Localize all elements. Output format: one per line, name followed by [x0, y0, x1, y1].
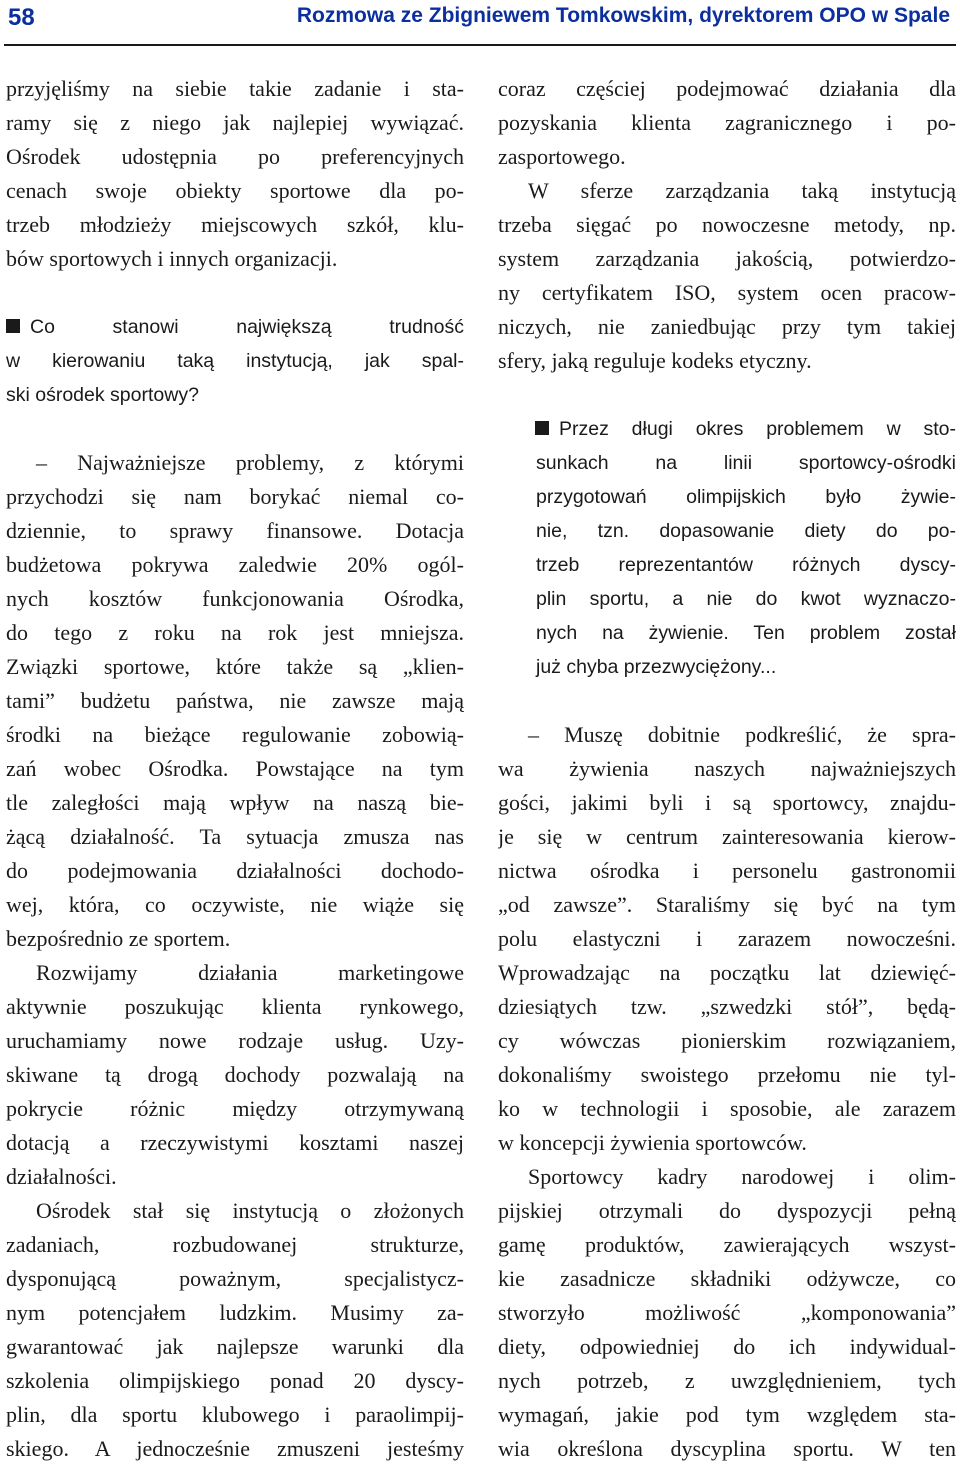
text-line: skiwane tą drogą dochody pozwalają na — [6, 1062, 464, 1087]
left-column — [6, 72, 464, 1468]
question-line: nych na żywienie. Ten problem został — [536, 622, 956, 644]
text-line: aktywnie poszukując klienta rynkowego, — [6, 994, 464, 1019]
interview-question — [6, 310, 464, 412]
header-rule — [4, 44, 956, 46]
text-line: Ośrodek stał się instytucją o złożonych — [36, 1198, 464, 1223]
question-line: sunkach na linii sportowcy-ośrodki — [536, 452, 956, 474]
text-line: coraz częściej podejmować działania dla — [498, 76, 956, 101]
text-line: dziesiątych tzw. „szwedzki stół”, będą- — [498, 994, 956, 1019]
text-line: Rozwijamy działania marketingowe — [36, 960, 464, 985]
text-line: zasportowego. — [498, 144, 626, 169]
text-line: Ośrodek udostępnia po preferencyjnych — [6, 144, 464, 169]
text-line: przychodzi się nam borykać niemal co- — [6, 484, 464, 509]
text-line: gwarantować jak najlepsze warunki dla — [6, 1334, 464, 1359]
text-line: trzeba sięgać po nowoczesne metody, np. — [498, 212, 956, 237]
text-line: nictwa ośrodka i personelu gastronomii — [498, 858, 956, 883]
question-line: przygotowań olimpijskich było żywie- — [536, 486, 956, 508]
text-line: działalności. — [6, 1164, 117, 1189]
paragraph — [6, 956, 464, 1194]
text-line: pokrycie różnic między otrzymywaną — [6, 1096, 464, 1121]
paragraph — [6, 446, 464, 956]
text-line: ny certyfikatem ISO, system ocen pracow- — [498, 280, 956, 305]
paragraph — [6, 72, 464, 276]
question-line: w kierowaniu taką instytucją, jak spal- — [6, 350, 464, 372]
text-line: żącą działalność. Ta sytuacja zmusza nas — [6, 824, 464, 849]
text-line: – Muszę dobitnie podkreślić, że spra- — [528, 722, 956, 747]
text-line: wia określona dyscyplina sportu. W ten — [498, 1436, 956, 1461]
text-line: niczych, nie zaniedbując przy tym takiej — [498, 314, 956, 339]
text-line: kie zasadnicze składniki odżywcze, co — [498, 1266, 956, 1291]
paragraph — [498, 72, 956, 174]
text-line: środki na bieżące regulowanie zobowią- — [6, 722, 464, 747]
text-line: sfery, jaką reguluje kodeks etyczny. — [498, 348, 812, 373]
text-line: gości, jakimi byli i są sportowcy, znajdu- — [498, 790, 956, 815]
text-line: skiego. A jednocześnie zmuszeni jesteśmy — [6, 1436, 464, 1461]
paragraph — [498, 1160, 956, 1466]
question-line: nie, tzn. dopasowanie diety do po- — [536, 520, 956, 542]
text-line: stworzyło możliwość „komponowania” — [498, 1300, 956, 1325]
text-line: Sportowcy kadry narodowej i olim- — [528, 1164, 956, 1189]
text-line: do podejmowania działalności dochodo- — [6, 858, 464, 883]
text-line: Wprowadzając na początku lat dziewięć- — [498, 960, 956, 985]
text-line: – Najważniejsze problemy, z którymi — [36, 450, 464, 475]
question-line — [6, 310, 464, 344]
paragraph — [6, 1194, 464, 1466]
question-line: ski ośrodek sportowy? — [6, 384, 199, 406]
text-line: wymagań, jakie pod tym względem sta- — [498, 1402, 956, 1427]
text-line: Związki sportowe, które także są „klien- — [6, 654, 464, 679]
question-line: już chyba przezwyciężony... — [536, 656, 777, 678]
text-line: gamę produktów, zawierających wszyst- — [498, 1232, 956, 1257]
text-line: cy wówczas pionierskim rozwiązaniem, — [498, 1028, 956, 1053]
page-number: 58 — [8, 4, 35, 31]
text-line: cenach swoje obiekty sportowe dla po- — [6, 178, 464, 203]
text-line: bezpośrednio ze sportem. — [6, 926, 231, 951]
bullet-square-icon — [535, 421, 549, 435]
text-line: je się w centrum zainteresowania kierow- — [498, 824, 956, 849]
question-text: Co stanowi największą trudność — [30, 316, 464, 338]
bullet-square-icon — [6, 319, 20, 333]
paragraph — [498, 718, 956, 1160]
text-line: diety, odpowiedniej do ich indywidual- — [498, 1334, 956, 1359]
text-line: dotacją a rzeczywistymi kosztami naszej — [6, 1130, 464, 1155]
text-line: dokonaliśmy swoistego przełomu nie tyl- — [498, 1062, 956, 1087]
text-line: W sferze zarządzania taką instytucją — [528, 178, 956, 203]
text-line: budżetowa pokrywa zaledwie 20% ogól- — [6, 552, 464, 577]
text-line: pijskiej otrzymali do dyspozycji pełną — [498, 1198, 956, 1223]
text-line: szkolenia olimpijskiego ponad 20 dyscy- — [6, 1368, 464, 1393]
text-line: „od zawsze”. Staraliśmy się być na tym — [498, 892, 956, 917]
text-line: nym potencjałem ludzkim. Musimy za- — [6, 1300, 464, 1325]
text-line: ko w technologii i sposobie, ale zarazem — [498, 1096, 956, 1121]
question-text: Przez długi okres problemem w sto- — [559, 418, 956, 440]
text-line: uruchamiamy nowe rodzaje usług. Uzy- — [6, 1028, 464, 1053]
text-line: wej, która, co oczywiste, nie wiąże się — [6, 892, 464, 917]
text-line: plin, dla sportu klubowego i paraolimpij- — [6, 1402, 464, 1427]
text-line: bów sportowych i innych organizacji. — [6, 246, 338, 271]
text-line: zadaniach, rozbudowanej strukturze, — [6, 1232, 464, 1257]
text-line: dysponującą poważnym, specjalistycz- — [6, 1266, 464, 1291]
page-header — [0, 0, 960, 44]
text-line: w koncepcji żywienia sportowców. — [498, 1130, 807, 1155]
question-line — [535, 412, 956, 446]
text-line: zań wobec Ośrodka. Powstające na tym — [6, 756, 464, 781]
question-line: plin sportu, a nie do kwot wyznaczo- — [536, 588, 956, 610]
paragraph — [498, 174, 956, 378]
text-line: tami” budżetu państwa, nie zawsze mają — [6, 688, 464, 713]
text-line: wa żywienia naszych najważniejszych — [498, 756, 956, 781]
text-line: tle zaległości mają wpływ na naszą bie- — [6, 790, 464, 815]
interview-question — [498, 412, 956, 684]
text-line: system zarządzania jakością, potwierdzo- — [498, 246, 956, 271]
text-line: dziennie, to sprawy finansowe. Dotacja — [6, 518, 464, 543]
text-line: pozyskania klienta zagranicznego i po- — [498, 110, 956, 135]
text-line: przyjęliśmy na siebie takie zadanie i sta- — [6, 76, 464, 101]
text-line: polu elastyczni i zarazem nowocześni. — [498, 926, 956, 951]
text-line: nych potrzeb, z uwzględnieniem, tych — [498, 1368, 956, 1393]
text-line: do tego z roku na rok jest mniejsza. — [6, 620, 464, 645]
right-column — [498, 72, 956, 1468]
question-line: trzeb reprezentantów różnych dyscy- — [536, 554, 956, 576]
text-line: nych kosztów funkcjonowania Ośrodka, — [6, 586, 464, 611]
text-line: trzeb młodzieży miejscowych szkół, klu- — [6, 212, 464, 237]
text-line: ramy się z niego jak najlepiej wywiązać. — [6, 110, 464, 135]
running-head: Rozmowa ze Zbigniewem Tomkowskim, dyrektorem OPO w Spale — [296, 4, 950, 27]
